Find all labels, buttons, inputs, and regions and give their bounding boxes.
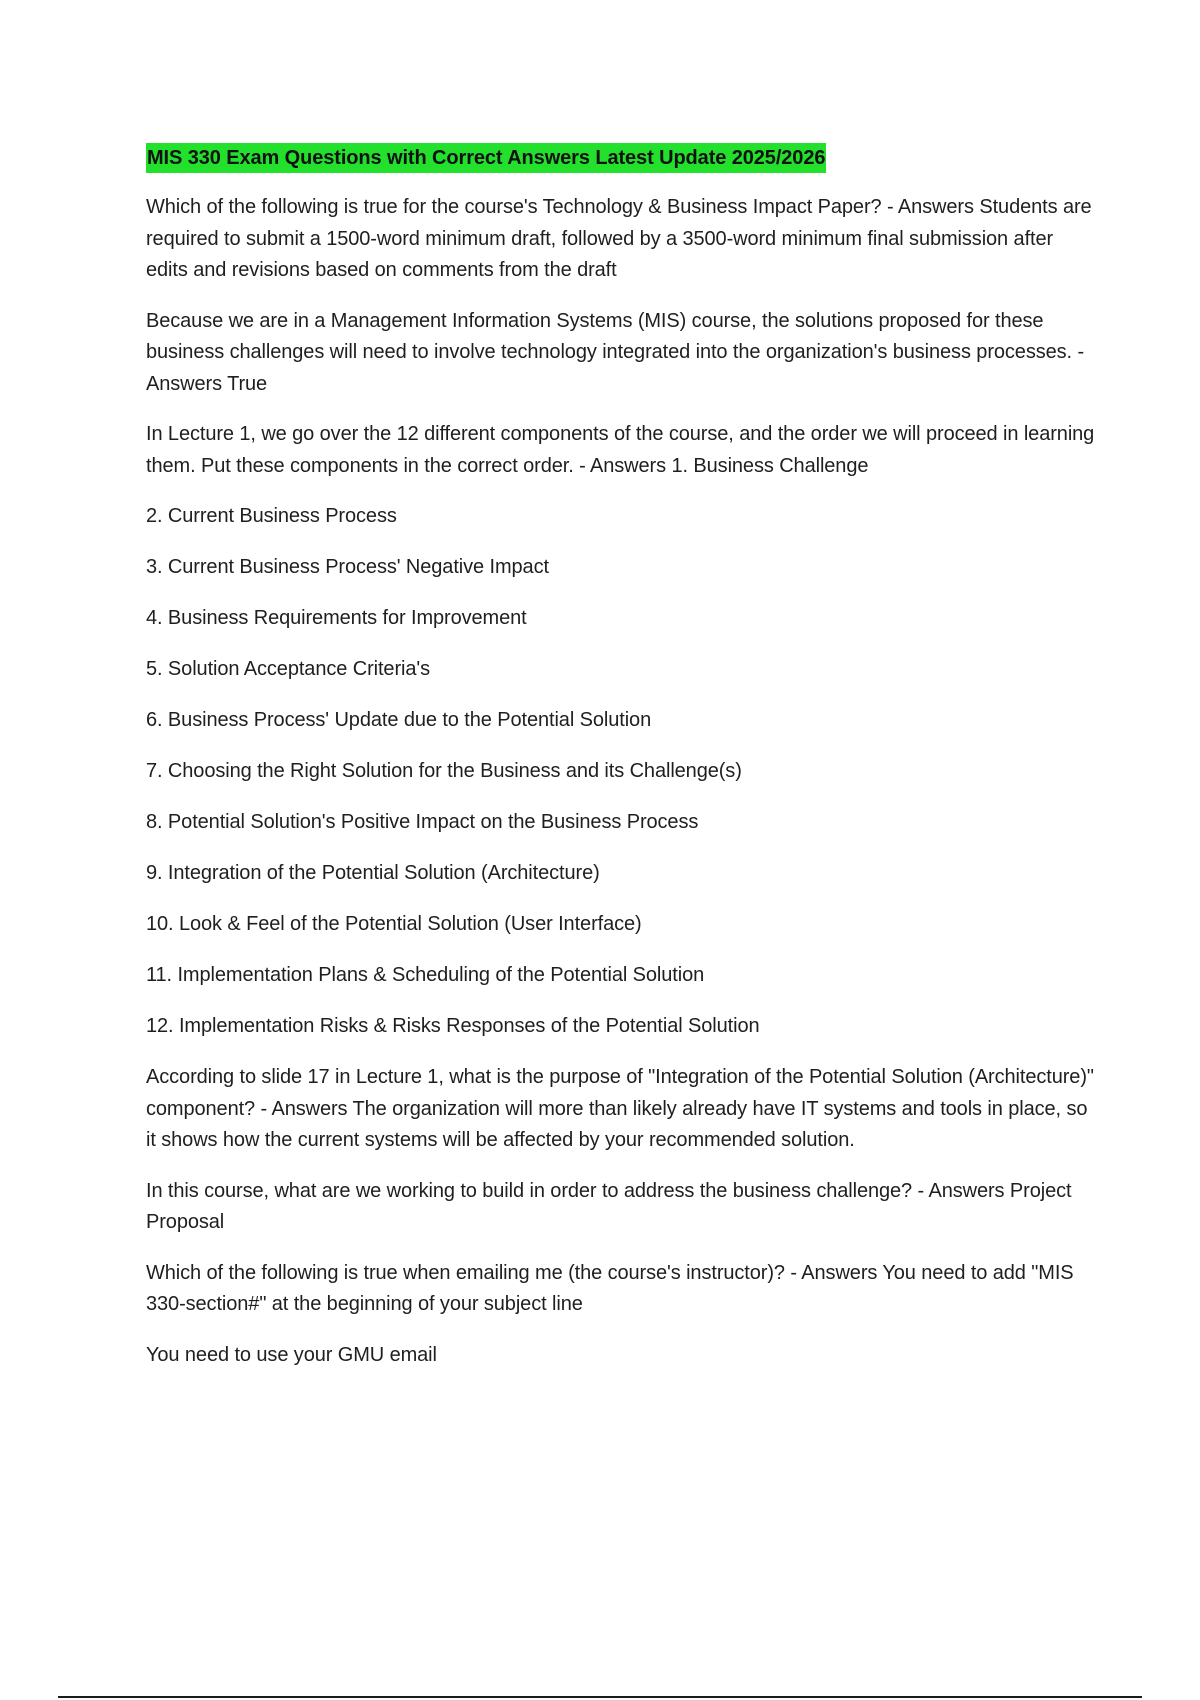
component-item: 3. Current Business Process' Negative Impact <box>146 556 549 578</box>
component-item: 8. Potential Solution's Positive Impact on the Business Process <box>146 811 699 833</box>
component-item: 2. Current Business Process <box>146 505 397 527</box>
component-item: 11. Implementation Plans & Scheduling of the Potential Solution <box>146 964 705 986</box>
qa-emailing-instructor: Which of the following is true when emailing me (the course's instructor)? - Answers You need to add "MIS 330-section#" at the beginning of your subject line <box>146 1261 1074 1315</box>
footer-divider <box>58 1696 1142 1698</box>
component-item: 6. Business Process' Update due to the Potential Solution <box>146 709 652 731</box>
document-content <box>146 143 1096 1390</box>
qa-mis-technology: Because we are in a Management Information Systems (MIS) course, the solutions proposed for these business challenges will need to involve technology integrated into the organization's business processes. - Answers True <box>146 309 1085 395</box>
component-item: 12. Implementation Risks & Risks Responses of the Potential Solution <box>146 1015 760 1037</box>
component-item: 5. Solution Acceptance Criteria's <box>146 658 431 680</box>
qa-project-proposal: In this course, what are we working to build in order to address the business challenge? - Answers Project Proposal <box>146 1179 1072 1233</box>
gmu-email-line: You need to use your GMU email <box>146 1343 437 1366</box>
component-item: 10. Look & Feel of the Potential Solution (User Interface) <box>146 913 642 935</box>
qa-component-order: In Lecture 1, we go over the 12 different components of the course, and the order we will proceed in learning them. Put these components in the correct order. - Answers 1. Business Challenge <box>146 423 1095 477</box>
document-title: MIS 330 Exam Questions with Correct Answers Latest Update 2025/2026 <box>146 143 826 173</box>
component-item: 7. Choosing the Right Solution for the Business and its Challenge(s) <box>146 760 742 782</box>
component-item: 9. Integration of the Potential Solution (Architecture) <box>146 862 600 884</box>
component-item: 4. Business Requirements for Improvement <box>146 607 527 629</box>
qa-paper-requirement: Which of the following is true for the course's Technology & Business Impact Paper? - Answers Students are required to submit a 1500-word minimum draft, followed by a 3500-word minimum final submission after edits and revisions based on comments from the draft <box>146 196 1092 281</box>
qa-integration-purpose: According to slide 17 in Lecture 1, what is the purpose of "Integration of the Potential Solution (Architecture)" component? - Answers The organization will more than likely already have IT systems and tools in place, so it shows how the current systems will be affected by your recommended solution. <box>146 1066 1094 1151</box>
